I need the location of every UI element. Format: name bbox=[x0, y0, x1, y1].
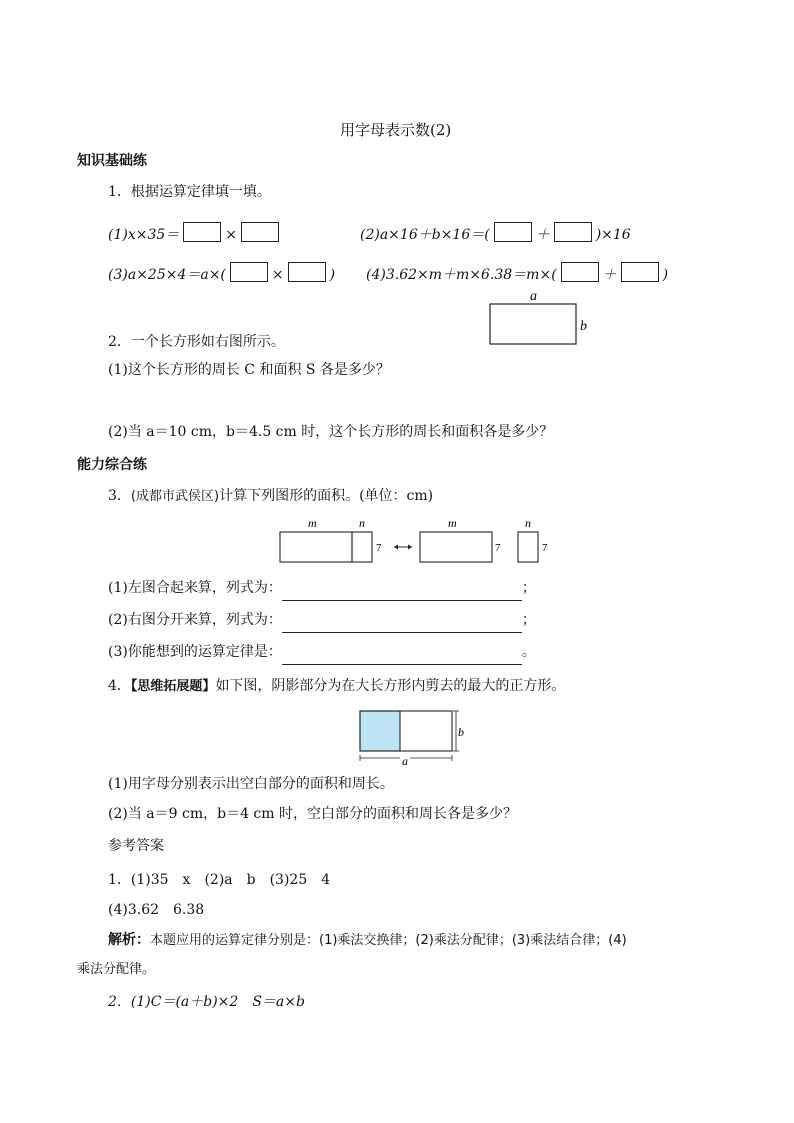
q4-number: 4． bbox=[108, 678, 131, 694]
answer-blank[interactable] bbox=[282, 580, 522, 601]
answer-box[interactable] bbox=[230, 262, 268, 282]
section-heading-ability: 能力综合练 bbox=[77, 457, 147, 473]
q3-sub3-end: 。 bbox=[521, 644, 536, 660]
q3-source: (成都市武侯区) bbox=[130, 489, 220, 504]
q4-tag: 【思维拓展题】 bbox=[130, 679, 216, 694]
square-cut-figure bbox=[356, 706, 468, 768]
answer-box[interactable] bbox=[241, 222, 279, 242]
answer-2-line-1: 2．(1)C＝(a＋b)×2 S＝a×b bbox=[108, 994, 305, 1010]
label-b: b bbox=[580, 319, 587, 334]
shaded-square bbox=[360, 711, 400, 751]
question-1-part-2 bbox=[360, 222, 631, 245]
analysis-line-1 bbox=[108, 930, 627, 951]
analysis-label: 解析： bbox=[108, 932, 150, 948]
q1-p2-tail: )×16 bbox=[595, 227, 631, 243]
label-a: a bbox=[402, 754, 408, 768]
question-3-sub-1 bbox=[108, 578, 536, 601]
plus-sign: ＋ bbox=[602, 267, 617, 283]
rectangle-figure bbox=[480, 286, 590, 350]
answer-blank[interactable] bbox=[282, 644, 522, 665]
q3-sub2-text: (2)右图分开来算，列式为： bbox=[108, 612, 282, 628]
q3-sub1-text: (1)左图合起来算，列式为： bbox=[108, 580, 282, 596]
question-3-stem bbox=[108, 486, 433, 507]
q1-p4-tail: ) bbox=[662, 267, 669, 283]
question-1-part-4 bbox=[366, 262, 668, 285]
q1-p2-text: (2)a×16＋b×16＝( bbox=[360, 227, 490, 243]
label-7: 7 bbox=[495, 542, 501, 554]
q3-number: 3． bbox=[108, 488, 131, 504]
rectangle-outline bbox=[490, 304, 576, 344]
question-1-stem: 1．根据运算定律填一填。 bbox=[108, 184, 271, 200]
times-sign: × bbox=[271, 267, 284, 283]
rect-m bbox=[280, 532, 352, 562]
answer-blank[interactable] bbox=[282, 612, 522, 633]
composite-rectangle-figure bbox=[276, 514, 556, 566]
answer-1-line-2: (4)3.62 6.38 bbox=[108, 902, 205, 918]
answer-box[interactable] bbox=[494, 222, 532, 242]
rect-n bbox=[352, 532, 372, 562]
question-2-stem: 2．一个长方形如右图所示。 bbox=[108, 334, 285, 350]
label-m: m bbox=[308, 516, 317, 530]
q3-sub1-end: ； bbox=[521, 580, 536, 596]
q3-text: 计算下列图形的面积。(单位：cm) bbox=[219, 488, 434, 504]
answer-box[interactable] bbox=[561, 262, 599, 282]
plus-sign: ＋ bbox=[535, 227, 550, 243]
rect-m-separate bbox=[420, 532, 492, 562]
q4-text: 如下图，阴影部分为在大长方形内剪去的最大的正方形。 bbox=[215, 678, 566, 694]
analysis-line-2: 乘法分配律。 bbox=[77, 962, 156, 977]
question-1-part-1 bbox=[108, 222, 283, 245]
label-n: n bbox=[525, 516, 531, 530]
answer-box[interactable] bbox=[183, 222, 221, 242]
question-4-stem bbox=[108, 676, 565, 697]
question-4-sub-1: (1)用字母分别表示出空白部分的面积和周长。 bbox=[108, 776, 394, 792]
question-2-sub-1: (1)这个长方形的周长 C 和面积 S 各是多少？ bbox=[108, 362, 390, 378]
q1-p3-text: (3)a×25×4＝a×( bbox=[108, 267, 226, 283]
q1-p1-text: (1)x×35＝ bbox=[108, 227, 180, 243]
answer-box[interactable] bbox=[288, 262, 326, 282]
answer-box[interactable] bbox=[621, 262, 659, 282]
label-a: a bbox=[530, 289, 537, 304]
answers-heading: 参考答案 bbox=[108, 838, 164, 854]
q1-p3-tail: ) bbox=[329, 267, 336, 283]
label-b: b bbox=[458, 725, 464, 739]
question-4-sub-2: (2)当 a＝9 cm，b＝4 cm 时，空白部分的面积和周长各是多少？ bbox=[108, 806, 517, 822]
question-1-part-3 bbox=[108, 262, 335, 285]
answer-box[interactable] bbox=[554, 222, 592, 242]
label-7: 7 bbox=[376, 542, 382, 554]
answer-1-line-1: 1．(1)35 x (2)a b (3)25 4 bbox=[108, 872, 331, 888]
question-2-sub-2: (2)当 a＝10 cm，b＝4.5 cm 时，这个长方形的周长和面积各是多少？ bbox=[108, 424, 554, 440]
rect-n-separate bbox=[518, 532, 538, 562]
question-3-sub-3 bbox=[108, 642, 536, 665]
label-7: 7 bbox=[542, 542, 548, 554]
analysis-text: 本题应用的运算定律分别是：(1)乘法交换律；(2)乘法分配律；(3)乘法结合律；(4) bbox=[150, 933, 627, 948]
label-n: n bbox=[359, 516, 365, 530]
q1-p4-text: (4)3.62×m＋m×6.38＝m×( bbox=[366, 267, 557, 283]
section-heading-basic: 知识基础练 bbox=[77, 153, 147, 169]
times-sign: × bbox=[225, 227, 238, 243]
q3-sub3-text: (3)你能想到的运算定律是： bbox=[108, 644, 282, 660]
q3-sub2-end: ； bbox=[521, 612, 536, 628]
label-m: m bbox=[448, 516, 457, 530]
page-title: 用字母表示数(2) bbox=[340, 121, 452, 139]
question-3-sub-2 bbox=[108, 610, 536, 633]
